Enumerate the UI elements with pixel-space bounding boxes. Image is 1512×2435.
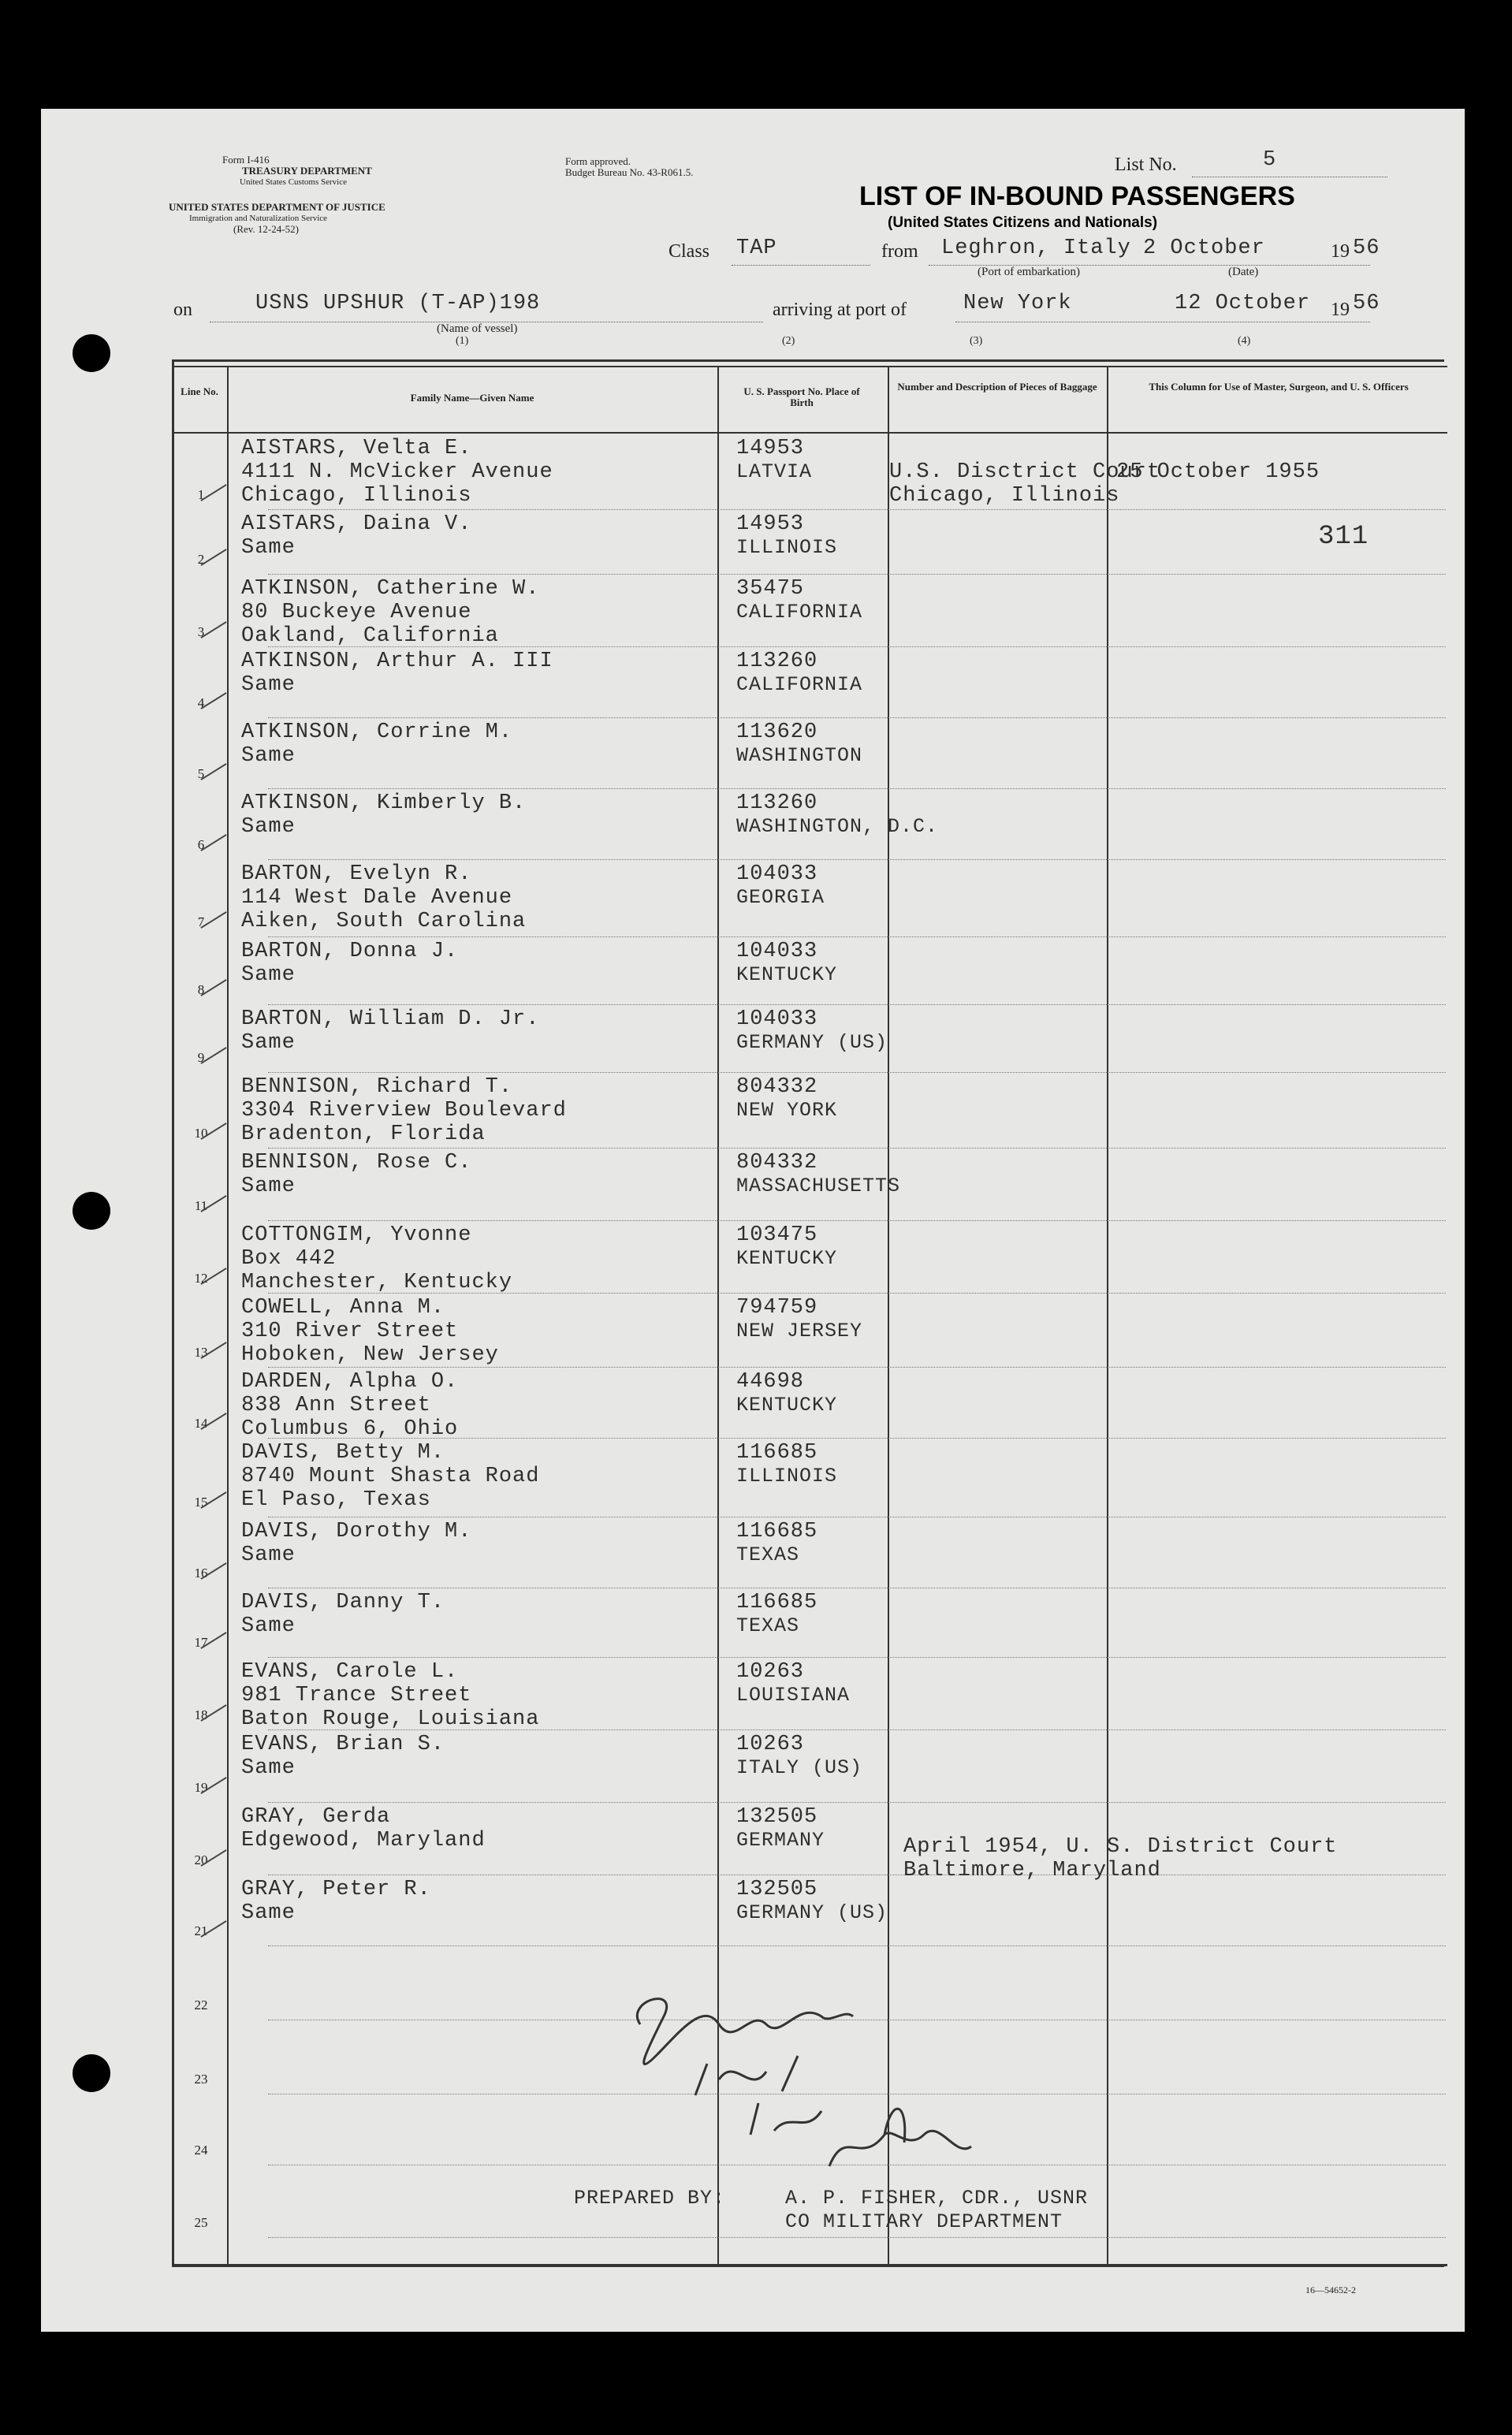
passenger-name: DAVIS, Dorothy M. [241, 1520, 472, 1543]
arrival-port: New York [963, 292, 1072, 315]
line-number: 8 [197, 982, 205, 997]
col-head-baggage: Number and Description of Pieces of Baggage [897, 381, 1097, 393]
header-rule [172, 432, 1447, 434]
passenger-address: 3304 Riverview Boulevard [241, 1099, 567, 1123]
place-of-birth: GERMANY (US) [736, 1901, 888, 1924]
row-divider [268, 2237, 1446, 2238]
passenger-address: 80 Buckeye Avenue [241, 601, 472, 624]
line-number: 18 [194, 1707, 208, 1722]
passport-number: 35475 [736, 577, 805, 601]
place-of-birth: KENTUCKY [736, 1394, 838, 1417]
passenger-name: GRAY, Peter R. [241, 1878, 431, 1901]
passenger-name: ATKINSON, Catherine W. [241, 577, 540, 601]
binder-hole-top [73, 334, 110, 372]
passport-number: 113620 [736, 720, 818, 744]
place-of-birth: WASHINGTON, D.C. [736, 815, 939, 838]
line-number: 24 [194, 2143, 208, 2158]
col-head-line: Line No. [181, 385, 218, 397]
passenger-address: Same [241, 1901, 296, 1925]
line-number: 25 [194, 2215, 208, 2230]
passenger-address: Same [241, 1614, 296, 1638]
passenger-name: BARTON, Evelyn R. [241, 862, 472, 886]
vessel-caption: (Name of vessel) [437, 322, 518, 335]
prepared-label: PREPARED BY: [574, 2187, 726, 2210]
passport-number: 14953 [736, 437, 805, 460]
passenger-name: DAVIS, Danny T. [241, 1591, 445, 1614]
line-number: 6 [197, 837, 205, 852]
passport-number: 104033 [736, 862, 818, 886]
passenger-address: Box 442 [241, 1247, 337, 1271]
col-num-3: (3) [970, 335, 983, 347]
binder-hole-bottom [73, 2054, 110, 2092]
passport-number: 116685 [736, 1520, 818, 1543]
passenger-address: Same [241, 536, 296, 560]
table-top-rule [172, 366, 1447, 367]
line-number: 14 [194, 1416, 208, 1431]
arriving-label: arriving at port of [773, 300, 907, 320]
passenger-name: AISTARS, Velta E. [241, 437, 472, 460]
line-number: 15 [194, 1495, 208, 1510]
passenger-address: Edgewood, Maryland [241, 1829, 486, 1852]
line-number: 11 [194, 1198, 208, 1213]
passenger-name: COTTONGIM, Yvonne [241, 1223, 472, 1247]
line-number: 1 [197, 487, 205, 502]
passenger-address: Same [241, 673, 296, 697]
line-number: 22 [194, 1998, 208, 2012]
document-page [41, 109, 1465, 2332]
vessel-name: USNS UPSHUR (T-AP)198 [255, 292, 541, 315]
passenger-name: BARTON, Donna J. [241, 940, 459, 963]
passenger-name: GRAY, Gerda [241, 1805, 391, 1829]
passenger-address: 4111 N. McVicker Avenue [241, 460, 553, 484]
budget-bureau: Budget Bureau No. 43-R061.5. [565, 166, 694, 178]
port-caption: (Port of embarkation) [978, 266, 1080, 278]
passport-number: 104033 [736, 1007, 818, 1031]
page-subtitle: (United States Citizens and Nationals) [888, 214, 1158, 231]
place-of-birth: NEW YORK [736, 1099, 838, 1122]
passenger-name: EVANS, Carole L. [241, 1660, 459, 1684]
form-rev: (Rev. 12-24-52) [233, 223, 299, 235]
col-head-name: Family Name—Given Name [410, 392, 534, 404]
place-of-birth: LOUISIANA [736, 1684, 851, 1707]
passenger-name: EVANS, Brian S. [241, 1733, 445, 1756]
passenger-address: Aiken, South Carolina [241, 910, 527, 933]
line-number: 17 [194, 1635, 208, 1650]
place-of-birth: ITALY (US) [736, 1756, 863, 1779]
passenger-address: 981 Trance Street [241, 1684, 472, 1707]
list-no-label: List No. [1115, 155, 1177, 175]
line-number: 23 [194, 2072, 208, 2087]
place-of-birth: KENTUCKY [736, 963, 838, 986]
passenger-address: 8740 Mount Shasta Road [241, 1465, 540, 1488]
row-divider [268, 1072, 1446, 1073]
passport-number: 14953 [736, 512, 805, 536]
customs-service: United States Customs Service [240, 177, 347, 187]
passenger-address: Chicago, Illinois [241, 484, 472, 508]
class-label: Class [668, 241, 710, 262]
passport-number: 116685 [736, 1591, 818, 1614]
line-number: 13 [194, 1345, 208, 1360]
place-of-birth: GEORGIA [736, 886, 825, 909]
line-number: 16 [194, 1566, 208, 1581]
place-of-birth: GERMANY [736, 1829, 825, 1852]
row1-baggage-note-2: Chicago, Illinois [889, 484, 1120, 508]
passenger-address: Same [241, 1031, 296, 1055]
class-value: TAP [736, 236, 777, 260]
col-num-2: (2) [782, 335, 795, 347]
line-number: 12 [194, 1271, 208, 1286]
row-divider [268, 788, 1446, 789]
ins: Immigration and Naturalization Service [189, 214, 328, 223]
passenger-address: Columbus 6, Ohio [241, 1417, 459, 1441]
passenger-address: El Paso, Texas [241, 1488, 431, 1512]
passport-number: 132505 [736, 1805, 818, 1829]
col-num-1: (1) [456, 335, 469, 347]
passenger-address: Baton Rouge, Louisiana [241, 1707, 540, 1731]
row-divider [268, 1148, 1446, 1149]
passenger-name: ATKINSON, Corrine M. [241, 720, 513, 744]
place-of-birth: LATVIA [736, 460, 813, 483]
passport-number: 103475 [736, 1223, 818, 1247]
official-signature [593, 1938, 1003, 2174]
passport-number: 113260 [736, 791, 818, 815]
passport-number: 794759 [736, 1296, 818, 1320]
row-divider [268, 936, 1446, 937]
passport-number: 116685 [736, 1441, 818, 1465]
place-of-birth: KENTUCKY [736, 1247, 838, 1270]
passport-number: 10263 [736, 1660, 805, 1684]
arrival-year: 56 [1353, 292, 1380, 315]
passport-number: 132505 [736, 1878, 818, 1901]
form-number: Form I-416 [222, 154, 270, 166]
passenger-address: Same [241, 963, 296, 987]
line-number: 21 [194, 1923, 208, 1938]
row1-baggage-note: U.S. Disctrict Court [889, 460, 1161, 484]
prepared-name: A. P. FISHER, CDR., USNR [785, 2187, 1089, 2210]
passenger-name: ATKINSON, Arthur A. III [241, 650, 553, 673]
passenger-address: Manchester, Kentucky [241, 1271, 513, 1294]
row-divider [268, 1657, 1446, 1658]
passenger-name: COWELL, Anna M. [241, 1296, 445, 1320]
passenger-address: 114 West Dale Avenue [241, 886, 513, 910]
passenger-name: DARDEN, Alpha O. [241, 1370, 459, 1394]
row-divider [268, 717, 1446, 718]
line-number: 3 [197, 624, 205, 639]
passenger-address: Same [241, 744, 296, 768]
passenger-name: BARTON, William D. Jr. [241, 1007, 540, 1031]
line-number: 10 [194, 1126, 208, 1141]
from-port: Leghron, Italy [941, 236, 1131, 260]
passenger-address: Same [241, 815, 296, 839]
treasury-dept: TREASURY DEPARTMENT [242, 165, 372, 177]
col-num-4: (4) [1238, 335, 1251, 347]
row-divider [268, 509, 1446, 510]
from-date: 2 October [1143, 236, 1265, 260]
passport-number: 804332 [736, 1151, 818, 1175]
passenger-address: Hoboken, New Jersey [241, 1343, 499, 1367]
line-number: 7 [197, 914, 205, 929]
line-number: 19 [194, 1780, 208, 1795]
from-year: 56 [1353, 236, 1380, 260]
passport-number: 804332 [736, 1075, 818, 1099]
row20-note-1: April 1954, U. S. District Court [903, 1835, 1338, 1859]
row-divider [268, 1220, 1446, 1221]
line-number: 2 [197, 552, 205, 567]
line-number: 9 [197, 1050, 205, 1065]
passenger-address: Oakland, California [241, 624, 499, 648]
row2-officer-number: 311 [1318, 522, 1369, 552]
col-head-passport: U. S. Passport No. Place of Birth [743, 385, 860, 408]
place-of-birth: NEW JERSEY [736, 1320, 863, 1342]
row-divider [268, 574, 1446, 575]
place-of-birth: TEXAS [736, 1543, 800, 1566]
passport-number: 104033 [736, 940, 818, 963]
prepared-dept: CO MILITARY DEPARTMENT [785, 2210, 1063, 2233]
date-caption: (Date) [1228, 266, 1259, 278]
passport-number: 44698 [736, 1370, 805, 1394]
place-of-birth: TEXAS [736, 1614, 800, 1637]
row-divider [268, 1367, 1446, 1368]
table-bottom-rule [172, 2264, 1447, 2266]
row1-officer-note: 25 October 1955 [1116, 460, 1320, 484]
passenger-address: Same [241, 1543, 296, 1567]
col-divider-1 [227, 366, 229, 2267]
row-divider [268, 1004, 1446, 1005]
passenger-name: BENNISON, Rose C. [241, 1151, 472, 1175]
list-no: 5 [1263, 148, 1277, 172]
place-of-birth: ILLINOIS [736, 1465, 838, 1487]
page-title: LIST OF IN-BOUND PASSENGERS [859, 181, 1295, 211]
from-year-prefix: 19 [1331, 241, 1350, 262]
binder-hole-middle [73, 1192, 110, 1230]
passenger-address: Bradenton, Florida [241, 1123, 486, 1146]
place-of-birth: CALIFORNIA [736, 673, 863, 696]
row-divider [268, 1802, 1446, 1803]
place-of-birth: ILLINOIS [736, 536, 838, 559]
arrival-date: 12 October [1175, 292, 1311, 315]
form-approved: Form approved. [565, 155, 631, 167]
passenger-address: 838 Ann Street [241, 1394, 431, 1417]
passenger-name: ATKINSON, Kimberly B. [241, 791, 527, 815]
col-head-officers: This Column for Use of Master, Surgeon, and U. S. Officers [1149, 381, 1409, 393]
passport-number: 10263 [736, 1733, 805, 1756]
passenger-name: AISTARS, Daina V. [241, 512, 472, 536]
line-number: 4 [197, 695, 205, 710]
arrival-year-prefix: 19 [1331, 300, 1350, 320]
on-label: on [173, 300, 192, 320]
passenger-address: 310 River Street [241, 1320, 459, 1343]
row20-note-2: Baltimore, Maryland [903, 1859, 1161, 1882]
col-divider-4 [1107, 366, 1108, 2267]
place-of-birth: WASHINGTON [736, 744, 863, 767]
passenger-address: Same [241, 1756, 296, 1780]
row-divider [268, 859, 1446, 860]
place-of-birth: CALIFORNIA [736, 601, 863, 624]
place-of-birth: GERMANY (US) [736, 1031, 888, 1054]
line-number: 5 [197, 766, 205, 781]
line-number: 20 [194, 1852, 208, 1867]
dept-justice: UNITED STATES DEPARTMENT OF JUSTICE [169, 201, 385, 213]
passenger-address: Same [241, 1175, 296, 1198]
place-of-birth: MASSACHUSETTS [736, 1175, 901, 1197]
form-code: 16—54652-2 [1305, 2284, 1356, 2295]
class-line [732, 265, 870, 266]
from-label: from [881, 241, 918, 262]
passenger-name: BENNISON, Richard T. [241, 1075, 513, 1099]
passenger-name: DAVIS, Betty M. [241, 1441, 445, 1465]
passport-number: 113260 [736, 650, 818, 673]
